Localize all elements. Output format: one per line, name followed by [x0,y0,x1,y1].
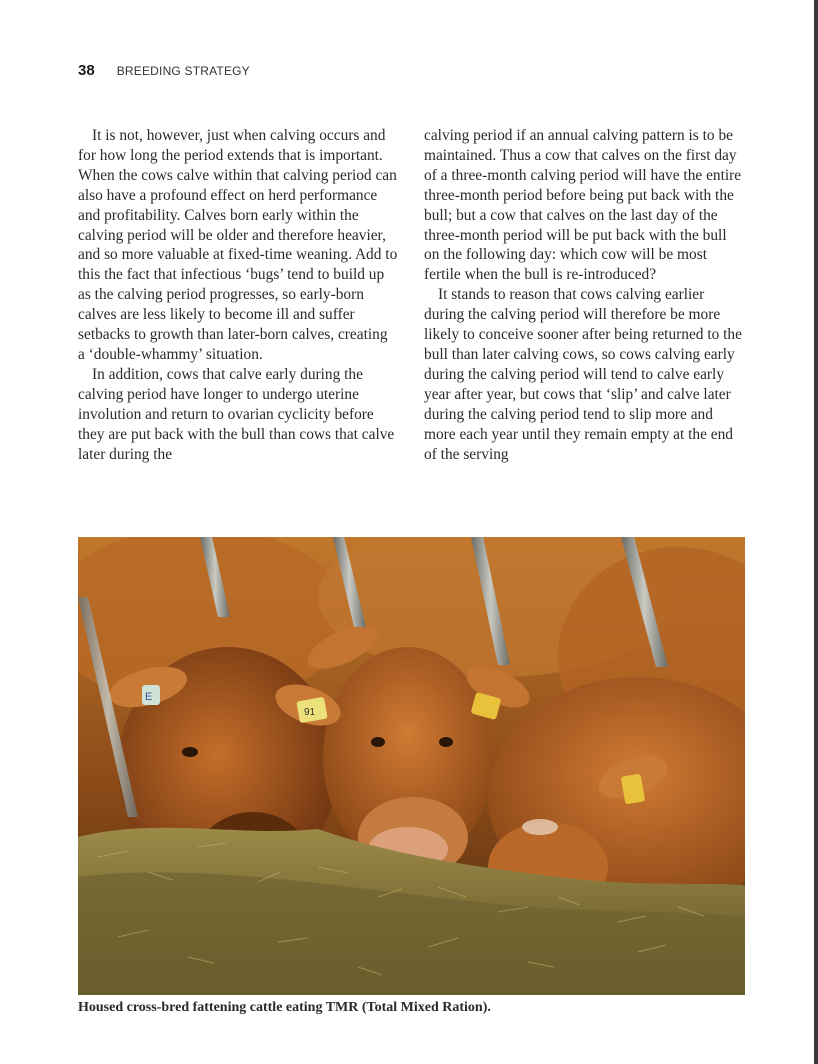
cattle-photo-illustration [78,537,745,995]
ear-tag-label: 91 [304,707,316,718]
photo-caption: Housed cross-bred fattening cattle eating TMR (Total Mixed Ration). [78,1000,491,1015]
paragraph: It is not, however, just when calving occurs and for how long the period extends that is important. When the cows calve within that calving period can also have a profound effect on herd performance and profitability. Calves born early within the calving period will be older and therefore heavier, and so more valuable at fixed-time weaning. Add to this the fact that infectious ‘bugs’ tend to build up as the calving period progresses, so early-born calves are less likely to become ill and suffer setbacks to growth than later-born calves, creating a ‘double-whammy’ situation. [78,127,398,363]
right-column [424,126,744,464]
paragraph: It stands to reason that cows calving earlier during the calving period will therefore be more likely to conceive sooner after being returned to the bull than later calving cows, so cows calving early during the calving period will tend to calve early year after year, but cows that ‘slip’ and calve later during the calving period tend to slip more and more each year until they remain empty at the end of the serving [424,286,742,463]
ear-tag-icon [142,685,160,705]
paragraph: In addition, cows that calve early during the calving period have longer to undergo uterine involution and return to ovarian cyclicity before they are put back with the bull than cows that calve later during the [78,365,395,463]
page-number: 38 [78,62,95,79]
page-edge [814,0,818,1064]
left-column [78,126,398,464]
running-header [78,62,250,84]
cattle-photo [78,537,745,995]
paragraph: calving period if an annual calving pattern is to be maintained. Thus a cow that calves on the first day of a three-month calving period will have the entire three-month period before being put back with the bull; but a cow that calves on the last day of the three-month period will be put back with the bull on the following day: which cow will be most fertile when the bull is re-introduced? [424,127,742,284]
section-title: BREEDING STRATEGY [116,64,250,78]
ear-tag-label: E [145,691,153,703]
